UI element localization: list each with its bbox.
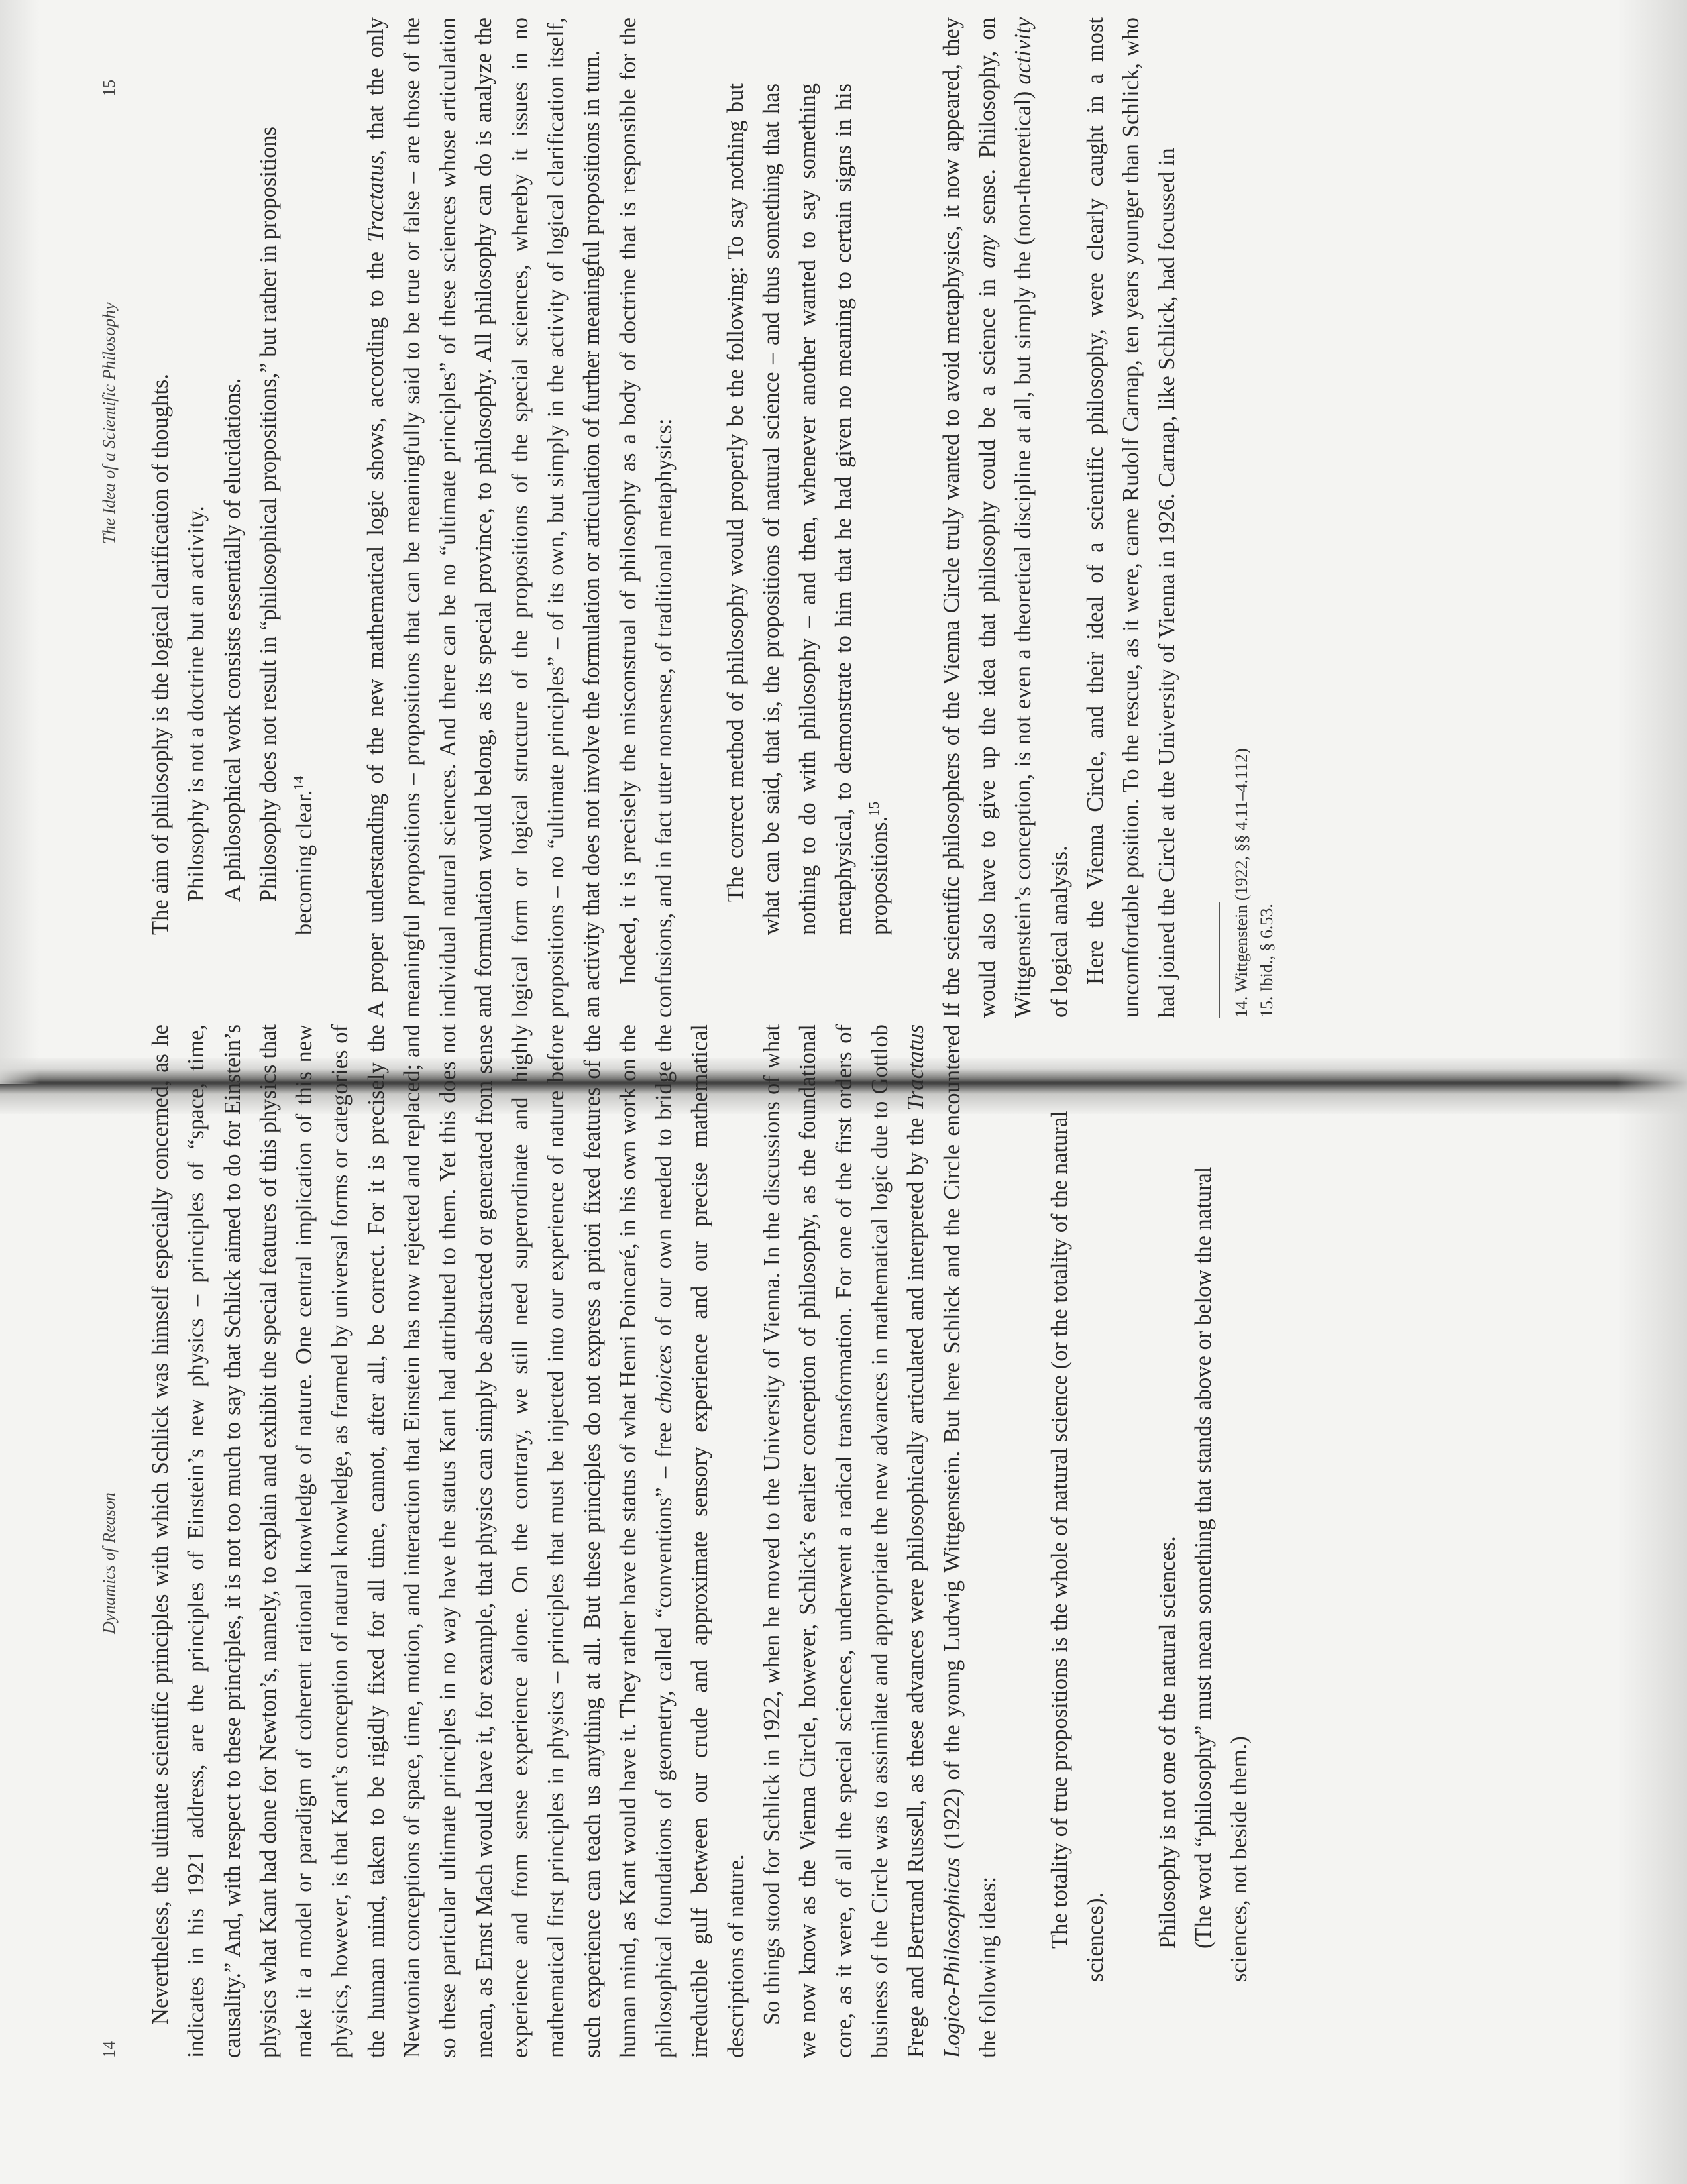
paragraph: Indeed, it is precisely the misconstrual of philosophy as a body of doctrine that is responsible for the confusions, and in fact utter nonsense, of traditional metaphysics: bbox=[615, 17, 677, 1018]
quote-text: The correct method of philosophy would properly be the following: To say nothing but what can be said, that is, the propositions of natural science – and thus something that has nothing to do with philosophy – and then, whenever another wanted to say something metaphysical, to demonstrate to him that he had given no meaning to certain signs in his propositions. bbox=[723, 83, 893, 935]
block-quote bbox=[1150, 1101, 1258, 1982]
footnote: 15. Ibid., § 6.53. bbox=[1256, 904, 1276, 1018]
book-title: Tractatus Logico-Philosophicus bbox=[903, 1024, 965, 2058]
block-quote bbox=[718, 83, 897, 935]
paragraph bbox=[754, 1024, 1006, 2058]
right-text-block bbox=[142, 17, 1279, 1018]
paragraph-text: (1922) of the young Ludwig Wittgenstein. But here Schlick and the Circle encountered the following ideas: bbox=[939, 1024, 1001, 2058]
paragraph bbox=[934, 17, 1077, 1018]
footnote: 14. Wittgenstein (1922, §§ 4.11–4.112) bbox=[1231, 748, 1251, 1018]
quote-line: (The word “philosophy” must mean something that stands above or below the natural sciences, not beside them.) bbox=[1191, 1166, 1252, 1982]
book-title: Tractatus bbox=[363, 155, 389, 243]
paragraph-text: of logical analysis. bbox=[1046, 846, 1072, 1018]
paragraph-text: A proper understanding of the new mathematical logic shows, according to the bbox=[363, 252, 389, 1018]
quote-line bbox=[718, 83, 897, 935]
running-head: The Idea of a Scientific Philosophy bbox=[99, 302, 119, 544]
emphasis: activity bbox=[1010, 17, 1036, 85]
block-quote bbox=[1042, 1101, 1114, 1982]
quote-line: Philosophy is not a doctrine but an activity. bbox=[184, 506, 209, 902]
quote-line: A philosophical work consists essentially of elucidations. bbox=[219, 378, 245, 902]
paragraph-text: Nevertheless, the ultimate scientific principles with which Schlick was himself especially concerned, as he indicates in his 1921 address, are the principles of Einstein’s new physics – principles of “space, time, causality.” And, with respect to these principles, it is not too much to say that Schlick aimed to do for Einstein’s physics what Kant had done for Newton’s, namely, to explain and exhibit the special features of this physics that make it a model or paradigm of coherent rational knowledge of nature. One central implication of this new physics, however, is that Kant’s conception of natural knowledge, as framed by universal forms or categories of the human mind, taken to be rigidly fixed for all time, cannot, after all, be correct. For it is precisely the Newtonian conceptions of space, time, motion, and interaction that Einstein has now rejected and replaced; and so these particular ultimate principles in no way have the status Kant had attributed to them. Yet this does not mean, as Ernst Mach would have it, for example, that physics can simply be abstracted or generated from sense experience and from sense experience alone. On the contrary, we still need superordinate and highly mathematical first principles in physics – principles that must be injected into our experience of nature before such experience can teach us anything at all. But these principles do not express a priori fixed features of the human mind, as Kant would have it. They rather have the status of what Henri Poincaré, in his own work on the philosophical foundations of geometry, called “conventions” – free bbox=[148, 1024, 677, 2058]
right-page bbox=[0, 0, 1687, 1084]
paragraph: Here the Vienna Circle, and their ideal of a scientific philosophy, were clearly caught in a most uncomfortable position. To the rescue, as it were, came Rudolf Carnap, ten years younger than Schlick, who had joined the Circle at the University of Vienna in 1926. Carnap, like Schlick, had focussed in bbox=[1082, 17, 1180, 1018]
paragraph-text: sense. Philosophy, on Wittgenstein’s conception, is not even a theoretical discipline at all, but simply the (non-theoretical) bbox=[974, 17, 1036, 1018]
emphasis: any bbox=[974, 235, 1000, 268]
page-edge-shadow bbox=[1617, 0, 1687, 2184]
block-quote bbox=[142, 83, 322, 935]
footnote-marker: 14 bbox=[290, 775, 307, 791]
footnote-marker: 15 bbox=[865, 801, 883, 816]
paragraph bbox=[358, 17, 610, 1018]
page-number: 15 bbox=[99, 80, 119, 97]
quote-line: Philosophy is not one of the natural sciences. bbox=[1154, 1536, 1180, 1949]
paragraph-text: , that the only meaningful propositions – propositions that can be meaningfully said to be true or false – are those of the individual natural sciences. And there can be no “ultimate principles” of these sciences whose articulation and formulation would belong, as its special province, to philosophy. All philosophy can do is analyze the logical form or logical structure of the propositions of the special sciences, whereby it issues in no propositions – no “ultimate principles” – of its own, but simply in the activity of logical clarification itself, an activity that does not involve the formulation or articulation of further meaningful propositions in turn. bbox=[363, 17, 605, 1018]
paragraph-text: If the scientific philosophers of the Vienna Circle truly wanted to avoid metaphysics, it now appeared, they would also have to give up the idea that philosophy could be a science in bbox=[938, 17, 1000, 1018]
quote-line bbox=[250, 83, 323, 935]
paragraph-text: So things stood for Schlick in 1922, when he moved to the University of Vienna. In the discussions of what we now know as the Vienna Circle, however, Schlick’s earlier conception of philosophy, as the foundational core, as it were, of all the special sciences, underwent a radical transformation. For one of the first orders of business of the Circle was to assimilate and appropriate the new advances in mathematical logic due to Gottlob Frege and Bertrand Russell, as these advances were philosophically articulated and interpreted by the bbox=[759, 1024, 929, 2058]
left-page bbox=[0, 1024, 1687, 2184]
footnote-rule bbox=[1219, 902, 1220, 1018]
quote-line: The totality of true propositions is the whole of natural science (or the totality of the natural sciences). bbox=[1047, 1111, 1109, 1982]
paragraph bbox=[142, 1024, 754, 2058]
running-head: Dynamics of Reason bbox=[99, 1492, 119, 1634]
left-text-block bbox=[142, 1024, 1258, 2058]
quote-text: Philosophy does not result in “philosophical propositions,” but rather in propositions becoming clear. bbox=[255, 126, 317, 935]
emphasis: choices bbox=[651, 1344, 677, 1414]
paragraph-text: of our own needed to bridge the irreducible gulf between our crude and approximate sensory experience and our precise mathematical descriptions of nature. bbox=[651, 1024, 749, 2058]
quote-line: The aim of philosophy is the logical clarification of thoughts. bbox=[148, 374, 173, 935]
page-number: 14 bbox=[99, 2041, 119, 2058]
